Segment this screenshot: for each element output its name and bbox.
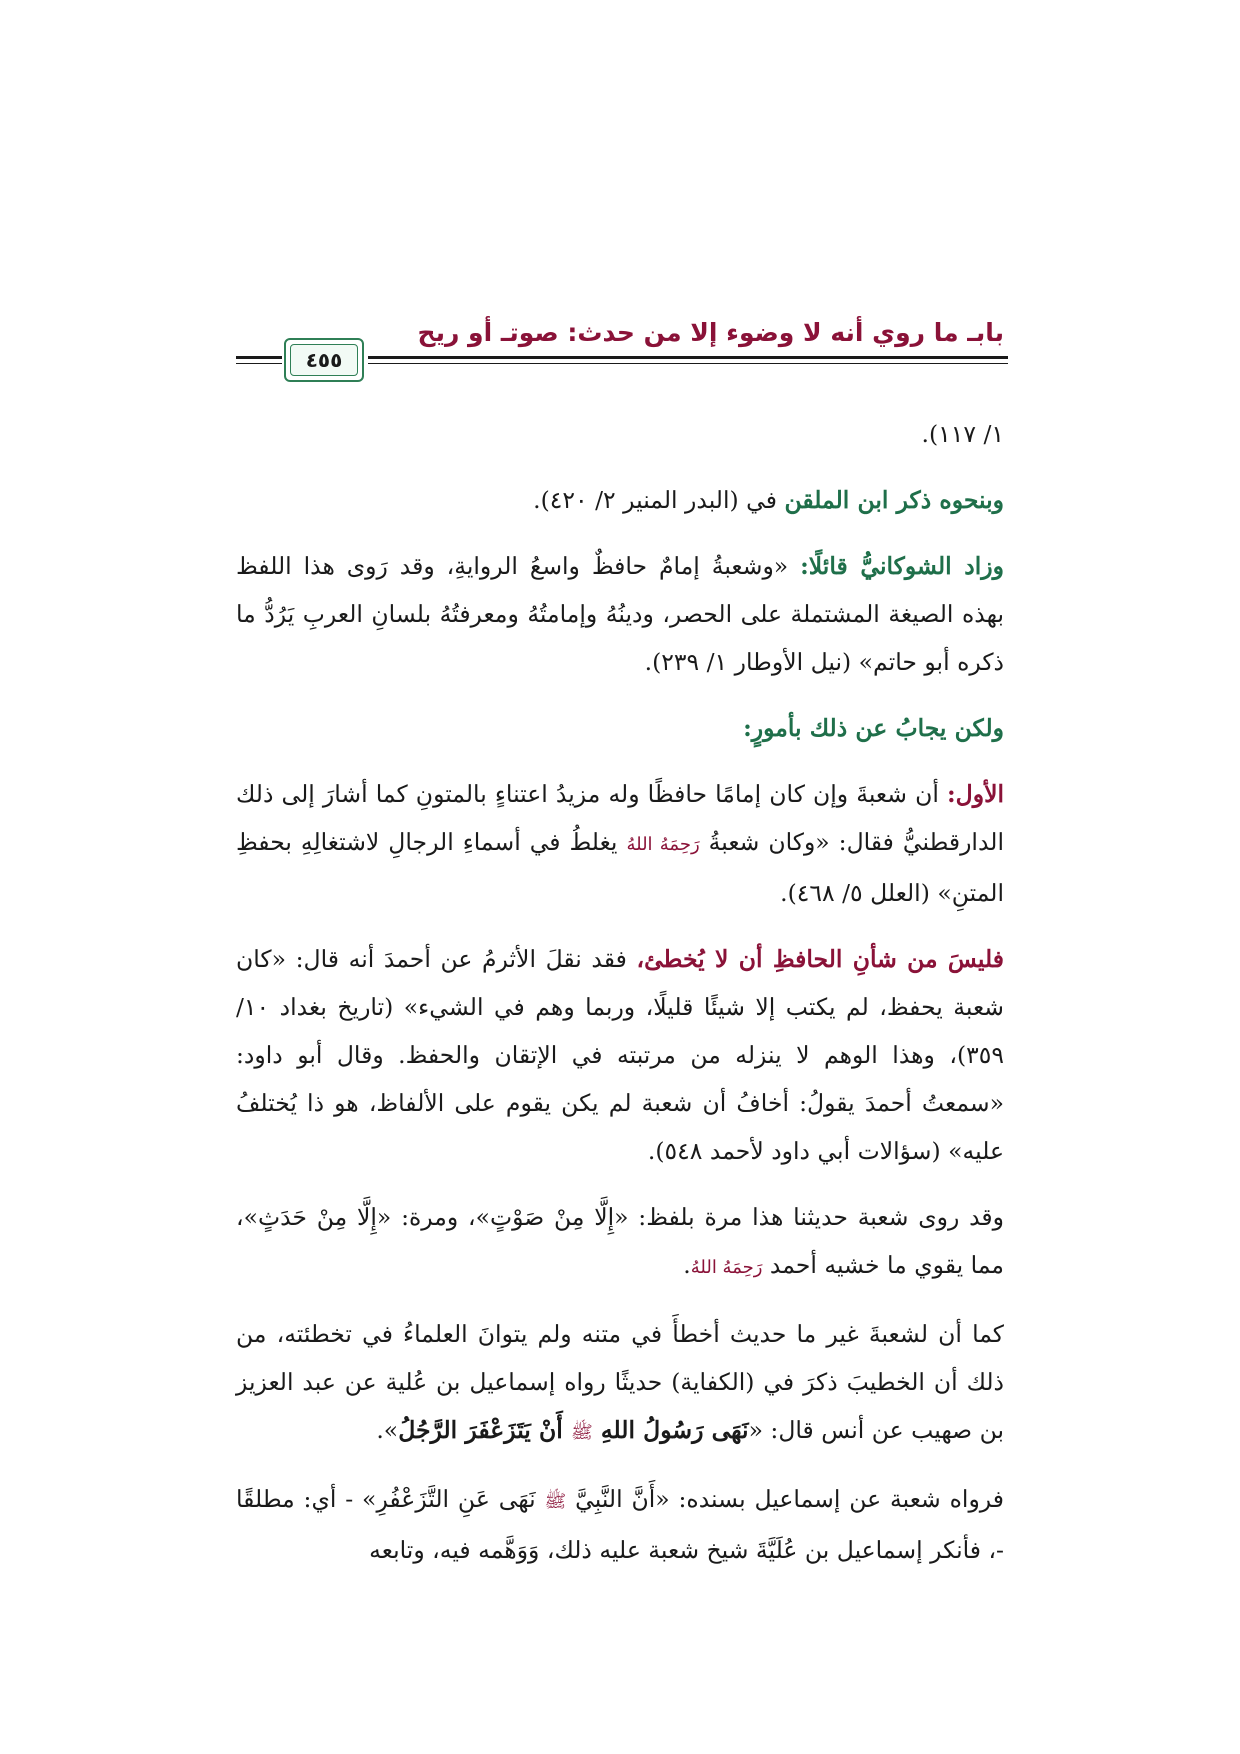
honorific: ﷺ [544, 1491, 567, 1512]
paragraph-text: فرواه شعبة عن إسماعيل بسنده: «أَنَّ النَّبِيَّ [566, 1485, 1005, 1513]
hadith-quote: نَهَى رَسُولُ اللهِ [592, 1416, 749, 1444]
heading-text: ولكن يجابُ عن ذلك بأمورٍ: [743, 714, 1004, 742]
page-number: ٤٥٥ [290, 344, 358, 376]
page-body [236, 410, 1004, 1592]
paragraph-khatib [236, 1310, 1004, 1457]
paragraph-text: . [683, 1251, 691, 1279]
chapter-title: بابـ ما روي أنه لا وضوء إلا من حدث: صوتـ أو ريح [417, 318, 1004, 347]
highlighted-lead: وبنحوه ذكر ابن الملقن [784, 486, 1004, 514]
paragraph-first-point [236, 770, 1004, 917]
paragraph-shuba-narration [236, 1193, 1004, 1292]
highlighted-lead: الأول: [946, 780, 1004, 808]
paragraph-ibn-mulaqqin [236, 476, 1004, 524]
paragraph-text: كما أن لشعبةَ غير ما حديث أخطأَ في متنه ولم يتوانَ العلماءُ في تخطئته، من ذلك أن الخطيبَ ذكرَ في (الكفاية) حديثًا رواه إسماعيل بن عُلية عن عبد العزيز بن صهيب عن أنس قال: « [236, 1320, 1004, 1444]
paragraph-shawkani [236, 542, 1004, 686]
paragraph-text: نَهَى عَنِ التَّزَعْفُرِ» - أي: مطلقًا -، فأنكر إسماعيل بن عُلَيَّةَ شيخ شعبة عليه ذلك، وَوَهَّمه فيه، وتابعه [236, 1485, 1004, 1564]
header-rule-thick [368, 356, 1008, 359]
header-rule-left-thick [236, 356, 282, 359]
paragraph-text: فقد نقلَ الأثرمُ عن أحمدَ أنه قال: «كان شعبة يحفظ، لم يكتب إلا شيئًا قليلًا، وربما وهم في الشيء» (تاريخ بغداد ١٠/ ٣٥٩)، وهذا الوهم لا ينزله من مرتبته في الإتقان والحفظ. وقال أبو داود: «سمعتُ أحمدَ يقولُ: أخافُ أن شعبة لم يكن يقوم على الألفاظ، هو ذا يُختلفُ عليه» (سؤالات أبي داود لأحمد ٥٤٨). [236, 945, 1004, 1165]
highlighted-lead: فليسَ من شأنِ الحافظِ أن لا يُخطئ، [636, 945, 1004, 973]
honorific: رَحِمَهُ اللهُ [626, 834, 700, 855]
paragraph-text: أن شعبةَ وإن كان إمامًا حافظًا وله مزيدُ اعتناءٍ بالمتونِ كما أشارَ إلى ذلك الدارقطنيُّ فقال: «وكان شعبةُ [236, 780, 1004, 856]
running-header [0, 318, 1240, 388]
paragraph-hafiz [236, 935, 1004, 1175]
page-number-frame [284, 338, 364, 382]
paragraph-text: وقد روى شعبة حديثنا هذا مرة بلفظ: «إِلَّا مِنْ صَوْتٍ»، ومرة: «إِلَّا مِنْ حَدَثٍ»، مما يقوي ما خشيه أحمد [236, 1203, 1004, 1279]
paragraph-ismail [236, 1475, 1004, 1574]
paragraph-text: يغلطُ في أسماءِ الرجالِ لاشتغالِهِ بحفظِ المتنِ» (العلل ٥/ ٤٦٨). [236, 828, 1004, 907]
paragraph-text: «وشعبةُ إمامٌ حافظٌ واسعُ الروايةِ، وقد رَوى هذا اللفظ بهذه الصيغة المشتملة على الحصر، ودينُهُ وإمامتُهُ ومعرفتُهُ بلسانِ العربِ يَرُدُّ ما ذكره أبو حاتم» (نيل الأوطار ١/ ٢٣٩). [236, 552, 1004, 676]
hadith-quote: أَنْ يَتَزَعْفَرَ الرَّجُلُ [398, 1416, 571, 1444]
section-heading [236, 704, 1004, 752]
reference-text: ١/ ١١٧). [921, 420, 1004, 448]
header-rule-left-thin [236, 363, 282, 364]
header-rule-thin [368, 363, 1008, 364]
highlighted-lead: وزاد الشوكانيُّ قائلًا: [800, 552, 1004, 580]
paragraph-text: في (البدر المنير ٢/ ٤٢٠). [533, 486, 785, 514]
paragraph-continuation [236, 410, 1004, 458]
honorific: ﷺ [570, 1422, 593, 1443]
paragraph-text: ». [376, 1416, 399, 1444]
honorific: رَحِمَهُ اللهُ [690, 1257, 763, 1278]
